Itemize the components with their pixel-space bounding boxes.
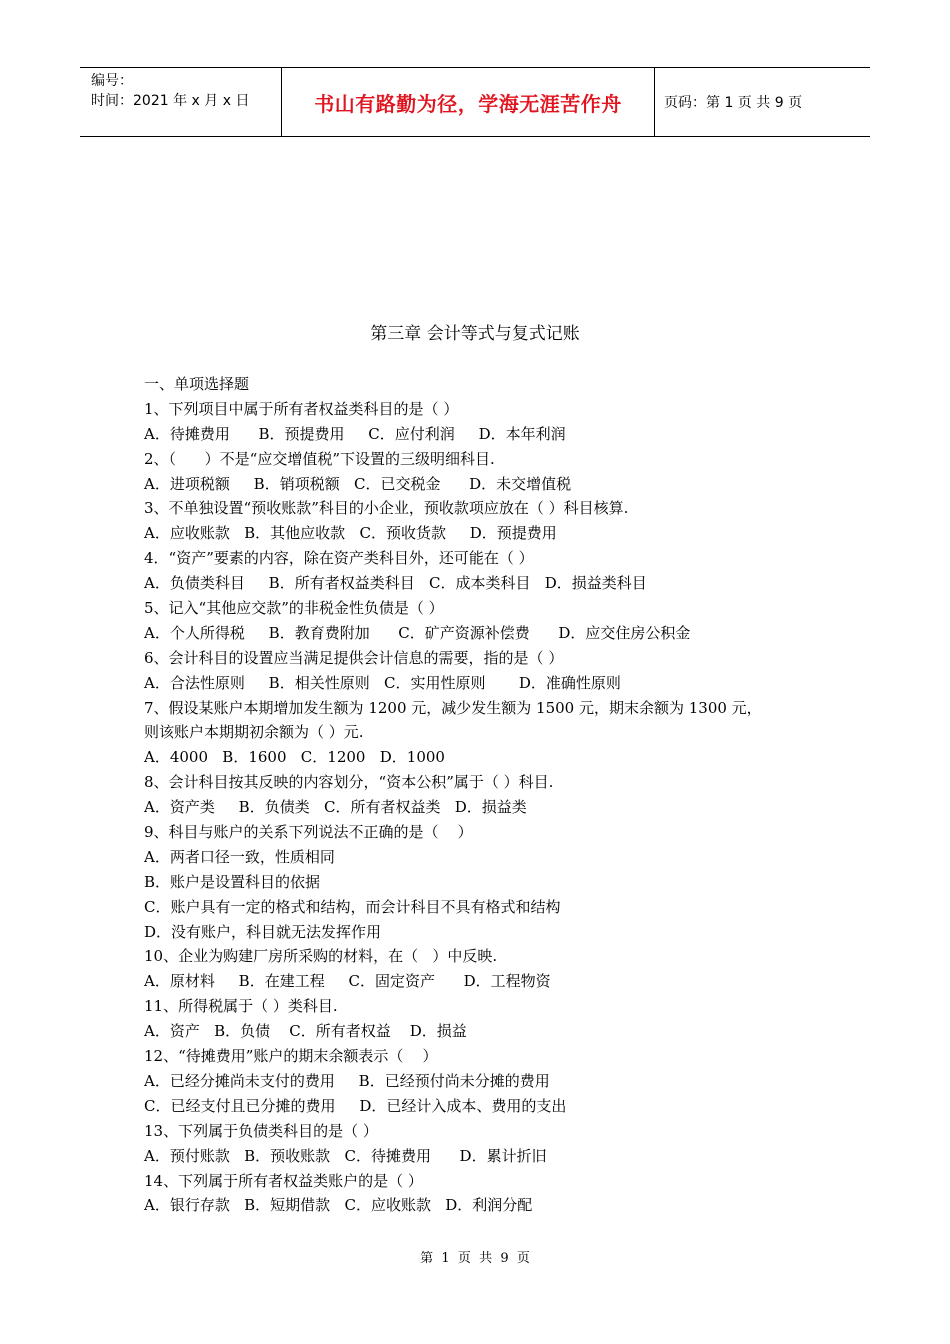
text-line: A．合法性原则 B．相关性原则 C．实用性原则 D．准确性原则 bbox=[144, 673, 621, 692]
text-line: 8、会计科目按其反映的内容划分，“资本公积”属于（ ）科目. bbox=[144, 773, 554, 792]
text-line: A．已经分摊尚未支付的费用 B．已经预付尚未分摊的费用 bbox=[144, 1071, 550, 1090]
text-line: A．进项税额 B．销项税额 C．已交税金 D．未交增值税 bbox=[144, 474, 572, 493]
text-line: A．个人所得税 B．教育费附加 C．矿产资源补偿费 D．应交住房公积金 bbox=[144, 623, 691, 642]
text-line: 2、（ ）不是“应交增值税”下设置的三级明细科目. bbox=[144, 449, 495, 468]
text-line: 11、所得税属于（ ）类科目. bbox=[144, 997, 338, 1016]
text-line: A．待摊费用 B．预提费用 C．应付利润 D．本年利润 bbox=[144, 424, 566, 443]
text-line: A．4000 B．1600 C．1200 D．1000 bbox=[144, 748, 445, 767]
text-line: 10、企业为购建厂房所采购的材料，在（ ）中反映. bbox=[144, 947, 498, 966]
text-line: 5、记入“其他应交款”的非税金性负债是（ ） bbox=[144, 599, 444, 618]
text-line: C．账户具有一定的格式和结构，而会计科目不具有格式和结构 bbox=[144, 897, 561, 916]
header-meta bbox=[80, 68, 282, 136]
text-line: A．银行存款 B．短期借款 C．应收账款 D．利润分配 bbox=[144, 1196, 533, 1215]
text-line: A．资产类 B．负债类 C．所有者权益类 D．损益类 bbox=[144, 798, 527, 817]
text-line: A．原材料 B．在建工程 C．固定资产 D．工程物资 bbox=[144, 972, 551, 991]
text-line: A．预付账款 B．预收账款 C．待摊费用 D．累计折旧 bbox=[144, 1146, 547, 1165]
text-line: C．已经支付且已分摊的费用 D．已经计入成本、费用的支出 bbox=[144, 1096, 567, 1115]
header-page-info: 页码：第 1 页 共 9 页 bbox=[664, 95, 803, 111]
text-line: 3、不单独设置“预收账款”科目的小企业，预收款项应放在（ ）科目核算. bbox=[144, 499, 629, 518]
text-line: A．负债类科目 B．所有者权益类科目 C．成本类科目 D．损益类科目 bbox=[144, 574, 647, 593]
text-line: A．资产 B．负债 C．所有者权益 D．损益 bbox=[144, 1022, 467, 1041]
text-line: 14、下列属于所有者权益类账户的是（ ） bbox=[144, 1171, 423, 1190]
time-label: 时间：2021 年 x 月 x 日 bbox=[91, 93, 250, 109]
text-line: 一、单项选择题 bbox=[144, 375, 250, 393]
text-line: 1、下列项目中属于所有者权益类科目的是（ ） bbox=[144, 399, 459, 418]
page-footer: 第 1 页 共 9 页 bbox=[420, 1251, 530, 1266]
text-line: 9、科目与账户的关系下列说法不正确的是（ ） bbox=[144, 823, 473, 842]
text-line: 12、“待摊费用”账户的期末余额表示（ ） bbox=[144, 1047, 438, 1066]
text-line: B．账户是设置科目的依据 bbox=[144, 872, 321, 891]
text-line: 则该账户本期期初余额为（ ）元. bbox=[144, 723, 364, 742]
text-line: A．两者口径一致，性质相同 bbox=[144, 847, 335, 866]
header-motto: 书山有路勤为径，学海无涯苦作舟 bbox=[282, 68, 655, 136]
page-header bbox=[80, 67, 870, 137]
text-line: 6、会计科目的设置应当满足提供会计信息的需要，指的是（ ） bbox=[144, 648, 564, 667]
text-line: 4．“资产”要素的内容，除在资产类科目外，还可能在（ ） bbox=[144, 549, 534, 568]
number-label: 编号： bbox=[91, 73, 133, 89]
text-line: 7、假设某账户本期增加发生额为 1200 元，减少发生额为 1500 元，期末余额为 1300 元， bbox=[144, 698, 762, 717]
question-list bbox=[144, 372, 844, 1218]
text-line: D．没有账户，科目就无法发挥作用 bbox=[144, 922, 382, 941]
text-line: 13、下列属于负债类科目的是（ ） bbox=[144, 1121, 378, 1140]
text-line: A．应收账款 B．其他应收款 C．预收货款 D．预提费用 bbox=[144, 524, 557, 543]
chapter-title: 第三章 会计等式与复式记账 bbox=[370, 324, 580, 344]
